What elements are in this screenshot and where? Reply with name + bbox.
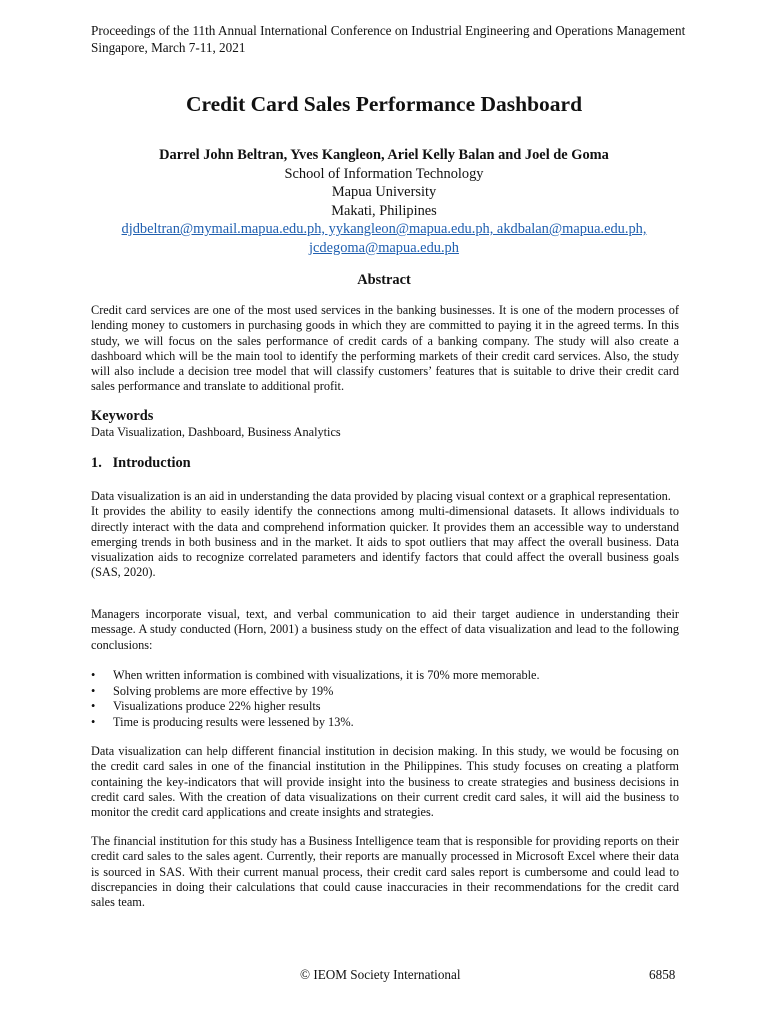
- author-university: Mapua University: [331, 184, 437, 200]
- intro-paragraph-1: Data visualization is an aid in understanding the data provided by placing visual context or a graphical representation.: [91, 489, 671, 503]
- author-location: Makati, Philipines: [331, 202, 437, 219]
- abstract-body: [91, 303, 679, 395]
- intro-paragraph-2: It provides the ability to easily identify the connections among multi-dimensional datasets. It allows individuals to directly interact with the data and comprehend information quicker. It provides them an accessible way to understand emerging trends in both business and in the market. It aids to spot outliers that may affect the overall business. Data visualization aids to recognize correlated parameters and identify factors that could affect the overall business goals (SAS, 2020).: [91, 504, 679, 580]
- footer-copyright: © IEOM Society International: [300, 967, 461, 982]
- introduction-section: [91, 456, 679, 471]
- list-item: • Visualizations produce 22% higher results: [91, 699, 679, 715]
- conclusions-list-block: [91, 668, 679, 731]
- author-names: Darrel John Beltran, Yves Kangleon, Ariel Kelly Balan and Joel de Goma: [159, 147, 609, 163]
- header-line-1: Proceedings of the 11th Annual International Conference on Industrial Engineering and Operations Management: [91, 23, 686, 38]
- intro-paragraph-3-block: [91, 607, 679, 653]
- keywords-text: Data Visualization, Dashboard, Business Analytics: [91, 425, 341, 439]
- introduction-heading: 1. Introduction: [91, 455, 191, 471]
- conclusions-list: [91, 668, 679, 731]
- paper-title: Credit Card Sales Performance Dashboard: [185, 92, 583, 116]
- intro-paragraph-5: The financial institution for this study has a Business Intelligence team that is responsible for providing reports on their credit card sales to the sales agent. Currently, their reports are manually processed in Microsoft Excel where their data is sourced in SAS. With their current manual process, their credit card sales report is cumbersome and could lead to discrepancies in doing their calculations that could cause inaccuracies in their recommendations for the credit card sales team.: [91, 834, 679, 910]
- header-line-2: Singapore, March 7-11, 2021: [91, 40, 246, 55]
- intro-paragraph-4: Data visualization can help different financial institution in decision making. In this study, we would be focusing on the credit card sales in one of the financial institution in the Philippines. This study focuses on creating a platform containing the key-indicators that will provide insight into the business to create strategies and business decisions in credit card sales. With the creation of data visualizations on their current credit card sales, it will aid the business to monitor the credit card applications and create insights and strategies.: [91, 744, 679, 820]
- page-number: 6858: [649, 967, 676, 982]
- author-emails-link-2[interactable]: jcdegoma@mapua.edu.ph: [309, 239, 459, 256]
- author-emails-link[interactable]: djdbeltran@mymail.mapua.edu.ph, yykangleon@mapua.edu.ph, akdbalan@mapua.edu.ph,: [121, 221, 647, 237]
- running-header: [91, 22, 731, 56]
- author-block: [0, 146, 768, 257]
- list-item: • Time is producing results were lessened by 13%.: [91, 715, 679, 731]
- keywords-heading: Keywords: [91, 408, 154, 424]
- intro-paragraph-1-block: [91, 489, 679, 581]
- list-item: • When written information is combined with visualizations, it is 70% more memorable.: [91, 668, 679, 684]
- intro-paragraph-5-block: [91, 834, 679, 910]
- abstract-heading: Abstract: [357, 272, 411, 288]
- intro-paragraph-3: Managers incorporate visual, text, and verbal communication to aid their target audience in understanding their message. A study conducted (Horn, 2001) a business study on the effect of data visualization and lead to the following conclusions:: [91, 607, 679, 652]
- list-item: • Solving problems are more effective by 19%: [91, 684, 679, 700]
- author-school: School of Information Technology: [284, 165, 484, 182]
- intro-paragraph-4-block: [91, 744, 679, 820]
- keywords-section: [91, 408, 679, 440]
- abstract-text: Credit card services are one of the most used services in the banking businesses. It is one of the modern processes of lending money to customers in purchasing goods in which they are committed to paying it in the agreed terms. In this study, we will focus on the sales performance of credit cards of a banking company. The study will also create a dashboard which will be the main tool to identify the performing markets of their credit card services. Also, the study will also include a decision tree model that will classify customers’ features that is suitable to drive their credit card sales performance and translate to additional profit.: [91, 303, 679, 394]
